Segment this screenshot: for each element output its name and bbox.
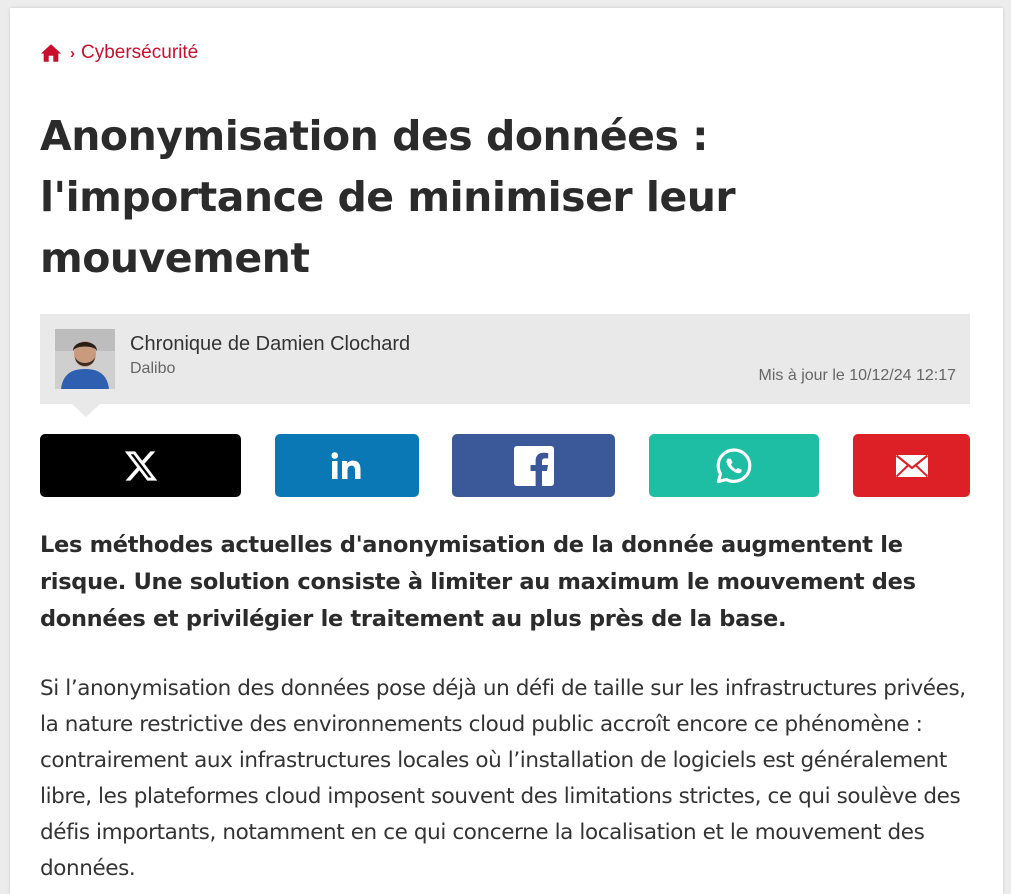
linkedin-logo-icon xyxy=(330,451,364,481)
author-photo xyxy=(55,329,115,389)
x-logo-icon xyxy=(122,448,160,484)
home-icon xyxy=(40,42,62,64)
updated-timestamp: Mis à jour le 10/12/24 12:17 xyxy=(758,367,956,384)
author-box xyxy=(40,314,970,404)
share-linkedin-button[interactable] xyxy=(275,434,419,497)
breadcrumb-section-link[interactable]: Cybersécurité xyxy=(81,42,199,63)
author-box-pointer xyxy=(72,404,100,417)
breadcrumb xyxy=(40,41,198,65)
breadcrumb-home-link[interactable] xyxy=(40,42,62,64)
share-email-button[interactable] xyxy=(853,434,970,497)
author-avatar[interactable] xyxy=(55,329,115,389)
facebook-logo-icon xyxy=(514,446,554,486)
envelope-icon xyxy=(896,455,928,477)
breadcrumb-separator: › xyxy=(70,44,75,62)
article-page xyxy=(10,8,1003,894)
author-byline[interactable]: Chronique de Damien Clochard xyxy=(130,333,411,355)
share-buttons xyxy=(40,434,970,497)
article-lead: Les méthodes actuelles d'anonymisation de la donnée augmentent le risque. Une solution consiste à limiter au maximum le mouvement des données et privilégier le traitement au plus près de la base. xyxy=(40,532,916,632)
share-x-button[interactable] xyxy=(40,434,241,497)
article-body-paragraph: Si l’anonymisation des données pose déjà un défi de taille sur les infrastructures privées, la nature restrictive des environnements cloud public accroît encore ce phénomène : contrairement aux infrastructures locales où l’installation de logiciels est généralement libre, les plateformes cloud imposent souvent des limitations strictes, ce qui soulève des défis importants, notamment en ce qui concerne la localisation et le mouvement des données. xyxy=(40,676,966,881)
share-whatsapp-button[interactable] xyxy=(649,434,819,497)
article-title: Anonymisation des données : l'importance de minimiser leur mouvement xyxy=(40,112,736,282)
whatsapp-logo-icon xyxy=(715,447,753,485)
share-facebook-button[interactable] xyxy=(452,434,615,497)
author-organization: Dalibo xyxy=(130,360,176,377)
